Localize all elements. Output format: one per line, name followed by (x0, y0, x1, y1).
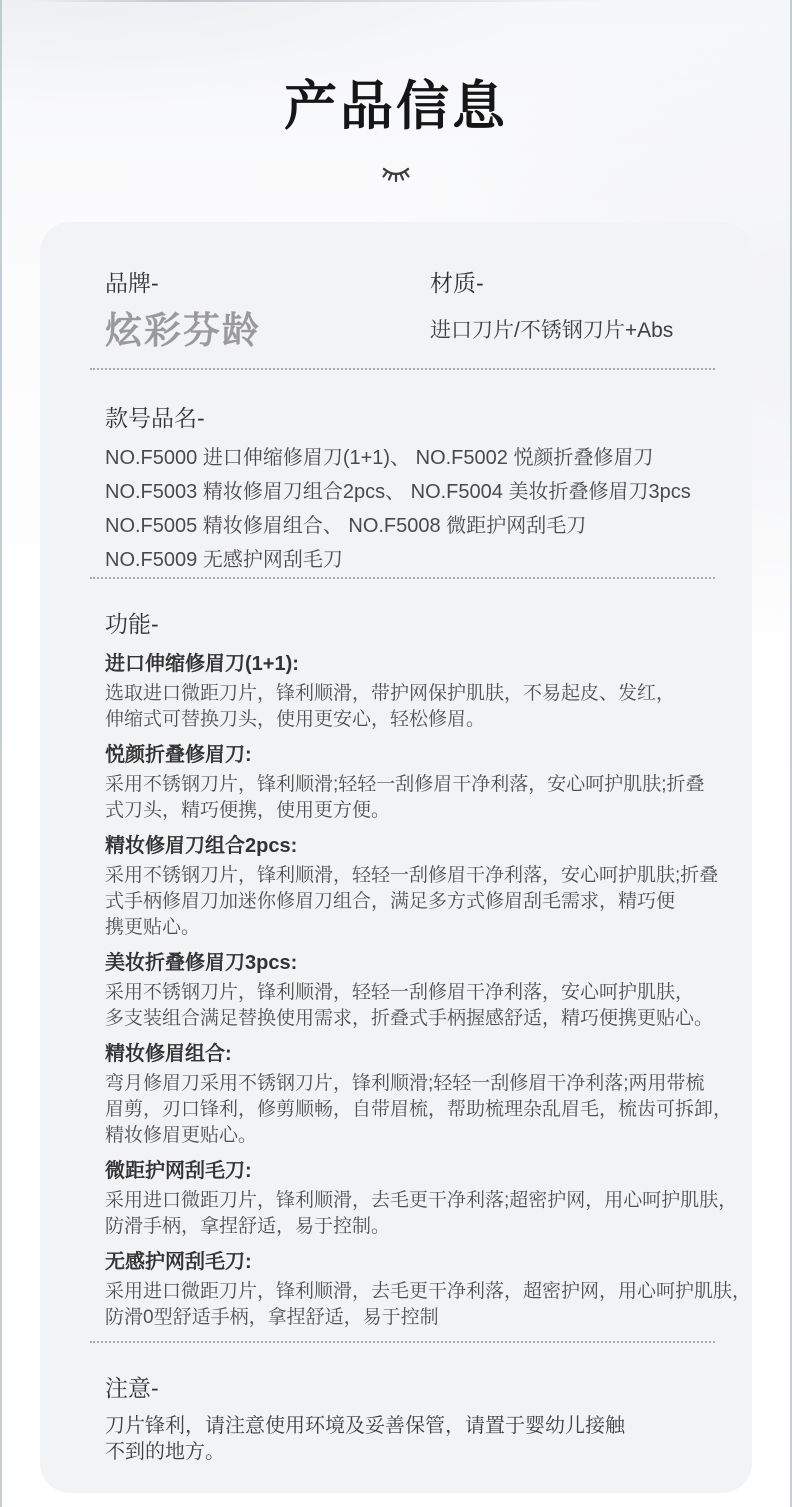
feature-desc-line: 采用进口微距刀片，锋利顺滑，去毛更干净利落，超密护网，用心呵护肌肤， (105, 1281, 752, 1303)
notice-line: 刀片锋利，请注意使用环境及妥善保管，请置于婴幼儿接触 (105, 1414, 625, 1437)
feature-name: 微距护网刮毛刀: (105, 1160, 252, 1183)
features-label: 功能- (105, 611, 159, 637)
feature-name: 精妆修眉刀组合2pcs: (105, 835, 298, 858)
model-line: NO.F5005 精妆修眉组合、 NO.F5008 微距护网刮毛刀 (105, 515, 587, 537)
material-label: 材质- (430, 270, 484, 296)
page-header (0, 0, 792, 186)
feature-desc-line: 选取进口微距刀片，锋利顺滑，带护网保护肌肤，不易起皮、发红， (105, 683, 676, 704)
notice-label: 注意- (105, 1374, 159, 1401)
feature-desc-line: 弯月修眉刀采用不锈钢刀片，锋利顺滑;轻轻一刮修眉干净利落;两用带梳 (105, 1073, 705, 1095)
feature-desc-line: 精妆修眉更贴心。 (105, 1124, 258, 1146)
page-title: 产品信息 (284, 77, 508, 136)
feature-desc-line: 式手柄修眉刀加迷你修眉刀组合，满足多方式修眉刮毛需求，精巧便 (105, 890, 676, 912)
feature-desc-line: 采用不锈钢刀片，锋利顺滑，轻轻一刮修眉干净利落，安心呵护肌肤;折叠 (105, 865, 719, 887)
product-info-card (40, 222, 752, 1493)
models-label: 款号品名- (105, 405, 205, 431)
brand-logo: 炫彩芬龄 (105, 311, 261, 352)
dotted-divider (90, 577, 715, 579)
feature-block (105, 1158, 738, 1239)
feature-name: 进口伸缩修眉刀(1+1): (105, 653, 299, 675)
feature-block (105, 833, 719, 940)
feature-name: 精妆修眉组合: (105, 1043, 232, 1066)
features-section (105, 651, 752, 1331)
notice-line: 不到的地方。 (105, 1440, 225, 1463)
feature-block (105, 651, 715, 732)
eyelash-icon (0, 164, 792, 186)
models-section (105, 403, 715, 577)
feature-name: 悦颜折叠修眉刀: (105, 744, 252, 767)
feature-block (105, 950, 715, 1031)
feature-desc-line: 防滑手柄，拿捏舒适，易于控制。 (105, 1215, 391, 1237)
feature-desc-line: 式刀头，精巧便携，使用更方便。 (105, 799, 391, 821)
material-column (430, 268, 673, 354)
feature-name: 美妆折叠修眉刀3pcs: (105, 952, 298, 975)
material-value: 进口刀片/不锈钢刀片+Abs (430, 319, 674, 342)
dotted-divider (90, 368, 715, 370)
model-line: NO.F5003 精妆修眉刀组合2pcs、 NO.F5004 美妆折叠修眉刀3pcs (105, 481, 691, 503)
model-line: NO.F5009 无感护网刮毛刀 (105, 549, 343, 571)
feature-name: 无感护网刮毛刀: (105, 1251, 252, 1274)
feature-desc-line: 伸缩式可替换刀头，使用更安心，轻松修眉。 (105, 708, 486, 730)
feature-block (105, 1249, 752, 1330)
top-edge-line (0, 0, 792, 2)
feature-desc-line: 多支装组合满足替换使用需求，折叠式手柄握感舒适，精巧便携更贴心。 (105, 1007, 714, 1029)
feature-desc-line: 防滑0型舒适手柄，拿捏舒适，易于控制 (105, 1306, 439, 1328)
brand-column (105, 268, 430, 354)
feature-desc-line: 采用不锈钢刀片，锋利顺滑;轻轻一刮修眉干净利落，安心呵护肌肤;折叠 (105, 774, 705, 796)
feature-block (105, 1041, 733, 1148)
feature-desc-line: 采用不锈钢刀片，锋利顺滑，轻轻一刮修眉干净利落，安心呵护肌肤， (105, 982, 695, 1004)
dotted-divider (90, 1341, 715, 1343)
brand-material-row (105, 268, 715, 354)
feature-block (105, 742, 715, 823)
feature-desc-line: 采用进口微距刀片，锋利顺滑，去毛更干净利落;超密护网，用心呵护肌肤， (105, 1190, 738, 1212)
feature-desc-line: 携更贴心。 (105, 916, 201, 938)
notice-section (105, 1373, 715, 1465)
feature-desc-line: 眉剪，刃口锋利，修剪顺畅，自带眉梳，帮助梳理杂乱眉毛，梳齿可拆卸， (105, 1098, 733, 1120)
brand-label: 品牌- (105, 270, 159, 296)
model-line: NO.F5000 进口伸缩修眉刀(1+1)、 NO.F5002 悦颜折叠修眉刀 (105, 447, 654, 469)
left-edge-line (0, 0, 2, 1507)
